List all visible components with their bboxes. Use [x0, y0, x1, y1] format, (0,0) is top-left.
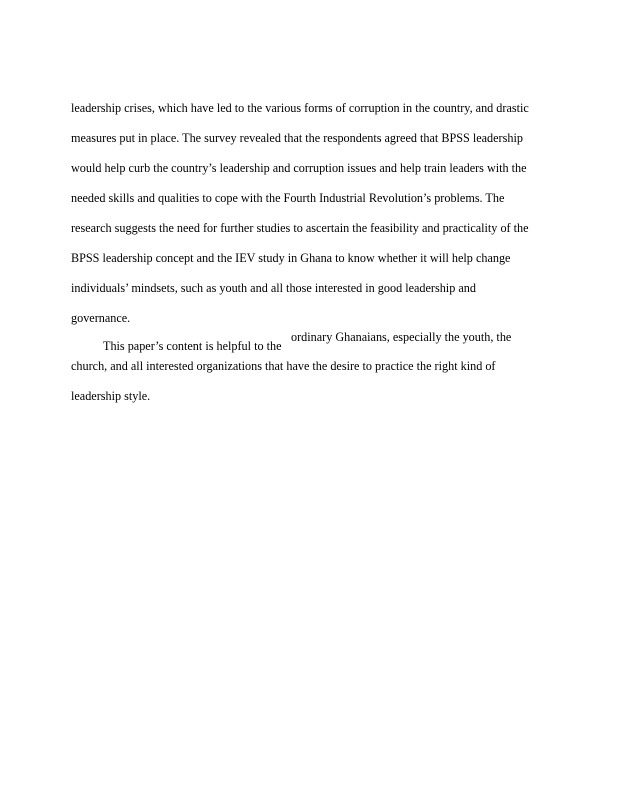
paragraph-1-line-4: needed skills and qualities to cope with the Fourth Industrial Revolution’s problems. The: [71, 191, 505, 205]
paragraph-2-line-3: leadership style.: [71, 389, 151, 403]
paragraph-1-line-3: would help curb the country’s leadership and corruption issues and help train leaders with the: [71, 161, 527, 175]
paragraph-1-line-8: governance.: [71, 311, 131, 325]
paragraph-1-line-7: individuals’ mindsets, such as youth and all those interested in good leadership and: [71, 281, 476, 295]
paragraph-2-first-segment: This paper’s content is helpful to the: [103, 339, 282, 353]
paragraph-1-line-1: leadership crises, which have led to the various forms of corruption in the country, and drastic: [71, 101, 529, 115]
paragraph-2-line-2: church, and all interested organizations that have the desire to practice the right kind of: [71, 359, 496, 373]
paragraph-2-second-segment: ordinary Ghanaians, especially the youth, the: [291, 330, 512, 344]
paragraph-1-line-5: research suggests the need for further studies to ascertain the feasibility and practicality of the: [71, 221, 529, 235]
paragraph-1-line-6: BPSS leadership concept and the IEV study in Ghana to know whether it will help change: [71, 251, 511, 265]
paragraph-1-line-2: measures put in place. The survey revealed that the respondents agreed that BPSS leadership: [71, 131, 523, 145]
